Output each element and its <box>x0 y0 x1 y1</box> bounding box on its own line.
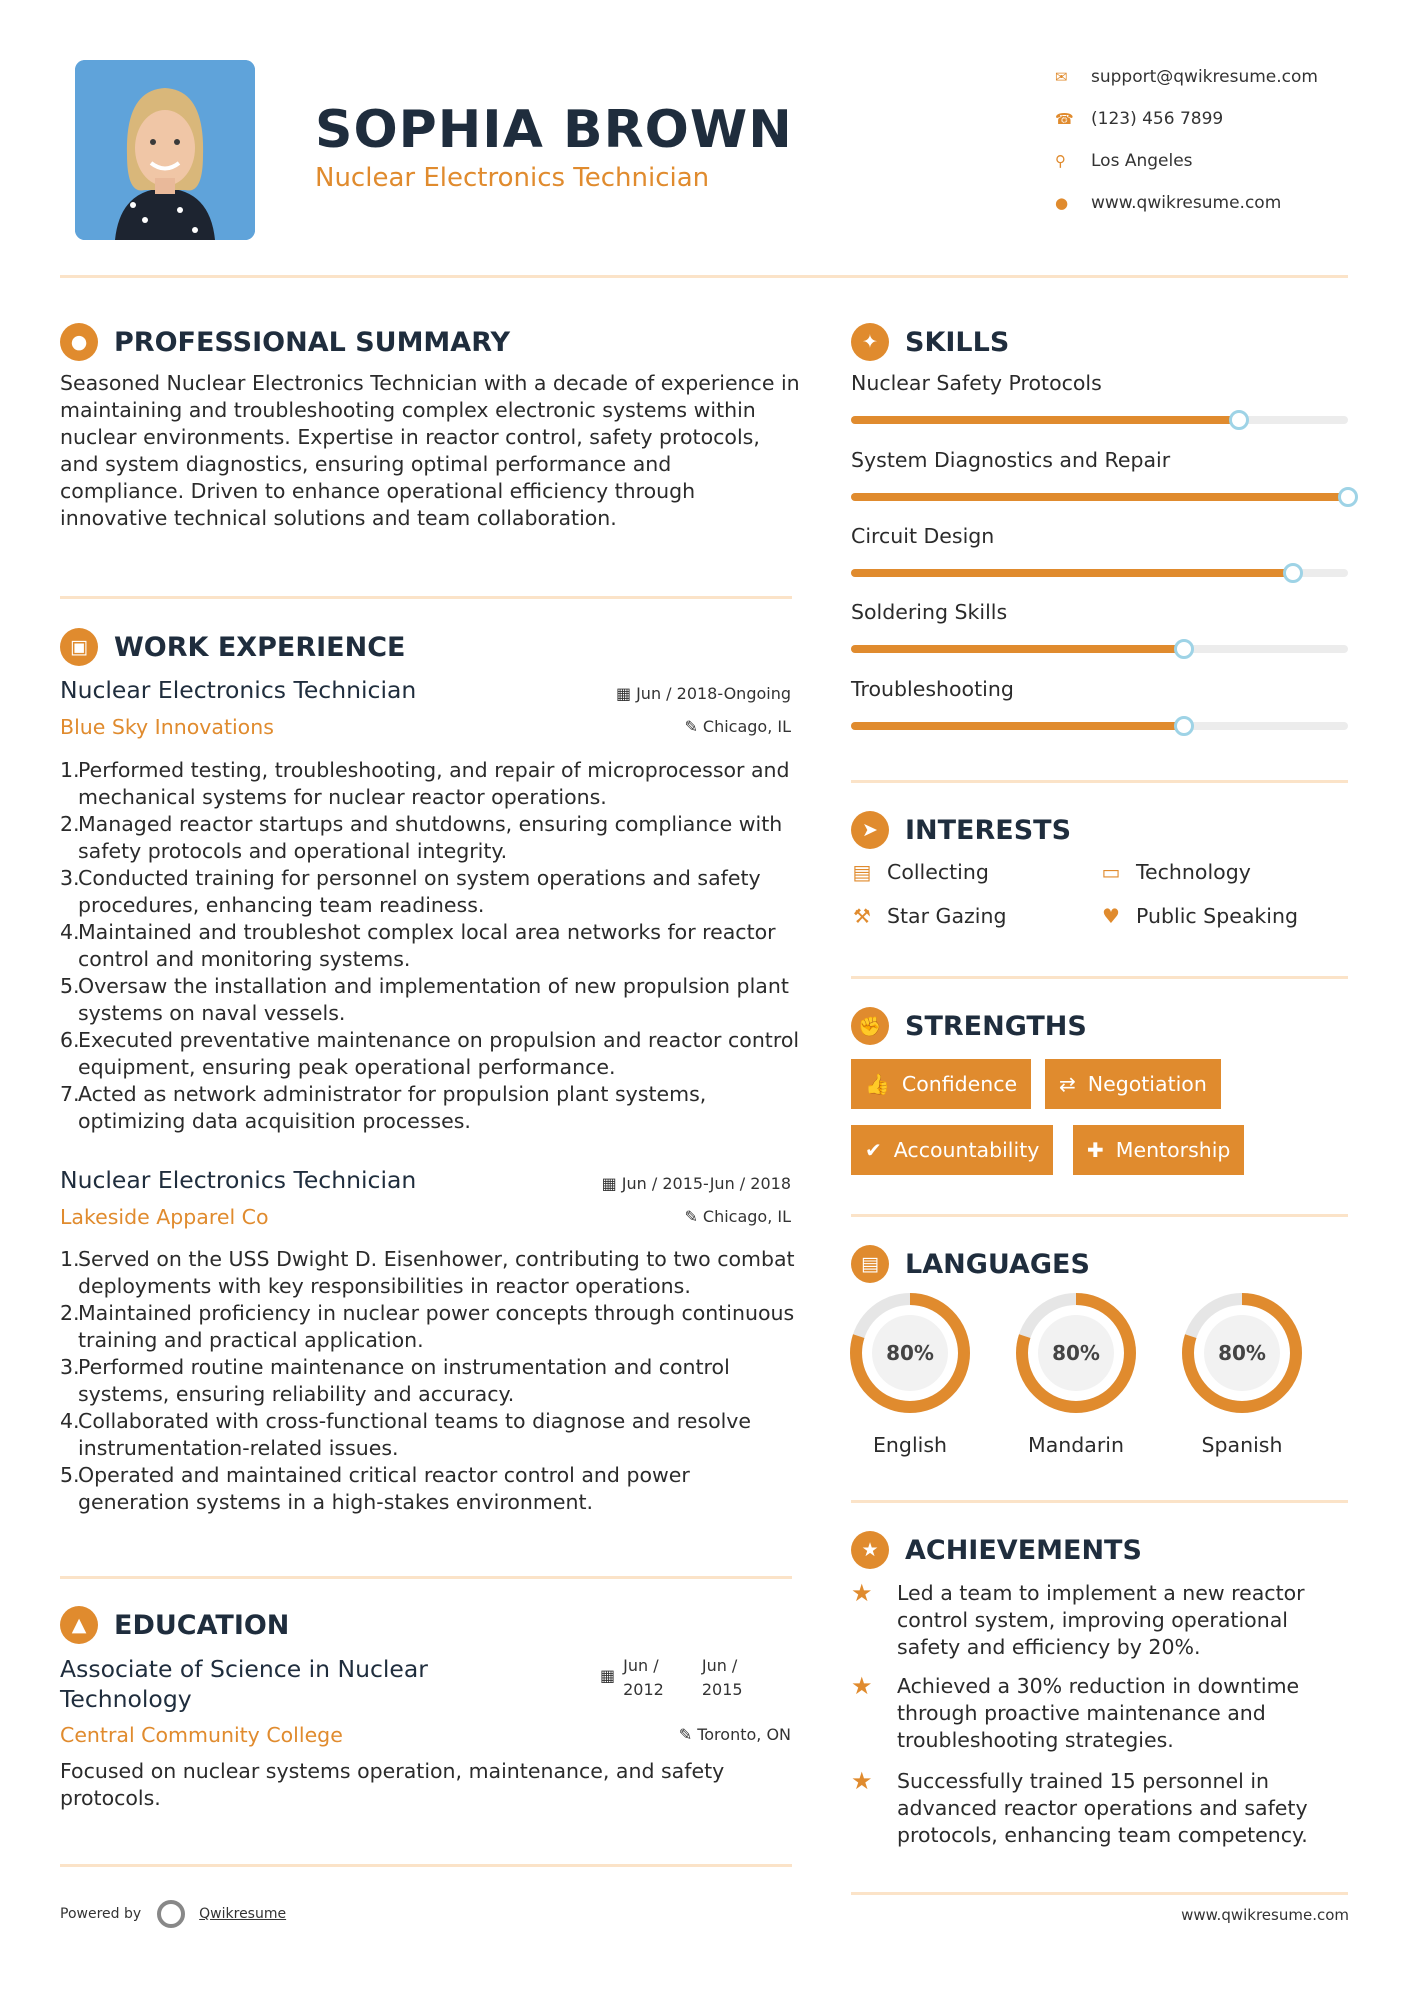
contact-list <box>1055 56 1355 224</box>
education-end <box>702 1654 743 1702</box>
skill-bar <box>851 493 1348 501</box>
list-item: 7. Acted as network administrator for propulsion plant systems, optimizing data acquisition processes. <box>60 1081 800 1135</box>
contact-email-text: support@qwikresume.com <box>1091 67 1318 87</box>
briefcase-icon: ▣ <box>60 628 98 666</box>
summary-title: PROFESSIONAL SUMMARY <box>114 326 511 358</box>
education-title: EDUCATION <box>114 1609 290 1641</box>
contact-location <box>1055 140 1355 182</box>
achievements-title: ACHIEVEMENTS <box>905 1534 1142 1566</box>
list-item: 6. Executed preventative maintenance on propulsion and reactor control equipment, ensuring peak operational performance. <box>60 1028 800 1079</box>
strength-tag <box>1073 1125 1244 1175</box>
footer-powered-by <box>60 1900 286 1928</box>
laptop-icon: ▭ <box>1101 860 1121 884</box>
bullet-text: Collaborated with cross-functional teams to diagnose and resolve instrumentation-related issues. <box>78 1409 752 1460</box>
experience-title: WORK EXPERIENCE <box>114 631 406 663</box>
powered-by-text: Powered by <box>60 1906 142 1922</box>
list-item: 1. Served on the USS Dwight D. Eisenhower, contributing to two combat deployments with key responsibilities in reactor operations. <box>60 1246 800 1300</box>
bullet-text: Performed routine maintenance on instrumentation and control systems, ensuring reliability and accuracy. <box>78 1355 730 1406</box>
degree-line-1: Associate of Science in Nuclear <box>60 1655 428 1683</box>
language-label: Mandarin <box>1028 1433 1124 1457</box>
footer-website[interactable]: www.qwikresume.com <box>1181 1906 1349 1924</box>
contact-location-text: Los Angeles <box>1091 151 1193 171</box>
star-icon: ★ <box>851 1672 873 1700</box>
job-1-location-text: Chicago, IL <box>702 717 791 736</box>
globe-icon: ● <box>1055 194 1069 212</box>
id-card-icon: ▤ <box>851 1245 889 1283</box>
heartbeat-icon: ♥ <box>1102 904 1120 928</box>
achievements-heading <box>851 1531 1142 1569</box>
degree-line-2: Technology <box>60 1685 192 1713</box>
job-2-dates-text: Jun / 2015-Jun / 2018 <box>621 1174 791 1193</box>
calendar-icon: ▦ <box>601 1174 617 1193</box>
skill-bar-knob <box>1174 716 1194 736</box>
calendar-icon: ▦ <box>600 1666 616 1685</box>
experience-divider <box>60 1576 792 1579</box>
strengths-title: STRENGTHS <box>905 1010 1087 1042</box>
bullet-text: Maintained and troubleshot complex local area networks for reactor control and monitoring systems. <box>78 920 776 971</box>
strengths-divider <box>851 1214 1348 1217</box>
language-percent: 80% <box>1218 1341 1266 1365</box>
strengths-heading <box>851 1007 1087 1045</box>
education-end-year: 2015 <box>701 1680 743 1699</box>
job-1-title: Nuclear Electronics Technician <box>60 676 417 704</box>
list-item: 5. Operated and maintained critical reactor control and power generation systems in a high-stakes environment. <box>60 1462 800 1516</box>
skill-label: Circuit Design <box>851 524 995 548</box>
contact-phone[interactable] <box>1055 98 1355 140</box>
education-end-month: Jun / <box>701 1656 738 1675</box>
bullet-text: Conducted training for personnel on system operations and safety procedures, enhancing team readiness. <box>78 866 761 917</box>
user-icon: ● <box>60 323 98 361</box>
skills-heading <box>851 323 1009 361</box>
skill-bar <box>851 722 1348 730</box>
interests-divider <box>851 976 1348 979</box>
list-item: 3. Performed routine maintenance on instrumentation and control systems, ensuring reliability and accuracy. <box>60 1354 800 1408</box>
map-pin-icon: ⚲ <box>1055 152 1066 170</box>
achievements-divider <box>851 1892 1348 1895</box>
education-divider <box>60 1864 792 1867</box>
list-item: 4. Maintained and troubleshot complex local area networks for reactor control and monitoring systems. <box>60 919 800 973</box>
education-start-month: Jun / <box>623 1656 659 1675</box>
achievement-item <box>851 1768 1348 1849</box>
lightbulb-icon: ✦ <box>851 323 889 361</box>
bullet-text: Acted as network administrator for propulsion plant systems, optimizing data acquisition processes. <box>78 1082 707 1133</box>
candidate-role: Nuclear Electronics Technician <box>315 163 710 193</box>
interest-item <box>851 860 989 884</box>
language-item <box>1014 1291 1138 1457</box>
education-heading <box>60 1606 289 1644</box>
archive-box-icon: ▤ <box>852 860 872 884</box>
job-1-company: Blue Sky Innovations <box>60 715 274 739</box>
skill-label: Troubleshooting <box>851 677 1014 701</box>
bullet-text: Served on the USS Dwight D. Eisenhower, contributing to two combat deployments with key responsibilities in reactor operations. <box>78 1247 795 1298</box>
job-2-dates <box>602 1174 791 1193</box>
interest-item <box>1100 860 1251 884</box>
calendar-icon: ▦ <box>615 684 632 703</box>
language-item <box>1180 1291 1304 1457</box>
bullet-text: Executed preventative maintenance on propulsion and reactor control equipment, ensuring peak operational performance. <box>78 1028 800 1079</box>
education-dates <box>600 1654 743 1702</box>
language-label: English <box>872 1433 948 1457</box>
skill-bar-knob <box>1229 410 1249 430</box>
skill-label: Soldering Skills <box>851 600 1008 624</box>
strength-tag <box>851 1125 1053 1175</box>
skill-label: Nuclear Safety Protocols <box>851 371 1102 395</box>
gavel-icon: ⚒ <box>853 904 871 928</box>
language-label: Spanish <box>1201 1433 1283 1457</box>
skill-bar-fill <box>851 569 1293 577</box>
achievement-text: Successfully trained 15 personnel in advanced reactor operations and safety protocols, enhancing team competency. <box>897 1769 1308 1847</box>
summary-divider <box>60 596 792 599</box>
skill-bar-fill <box>851 722 1184 730</box>
language-item <box>848 1291 972 1457</box>
list-item: 1. Performed testing, troubleshooting, and repair of microprocessor and mechanical systems for nuclear reactor operations. <box>60 757 800 811</box>
skills-title: SKILLS <box>905 326 1010 358</box>
strength-label: Confidence <box>901 1072 1018 1096</box>
job-1-dates-text: Jun / 2018-Ongoing <box>636 684 791 703</box>
interests-title: INTERESTS <box>905 814 1072 846</box>
language-percent: 80% <box>886 1341 934 1365</box>
achievement-item <box>851 1673 1348 1754</box>
job-1-location <box>684 717 791 736</box>
contact-website-text: www.qwikresume.com <box>1091 193 1282 213</box>
list-item: 2. Managed reactor startups and shutdowns, ensuring compliance with safety protocols and operational integrity. <box>60 811 800 865</box>
summary-heading <box>60 323 510 361</box>
bullet-text: Maintained proficiency in nuclear power concepts through continuous training and practical application. <box>78 1301 795 1352</box>
skills-divider <box>851 780 1348 783</box>
graduation-icon: ▲ <box>60 1606 98 1644</box>
strength-label: Mentorship <box>1115 1138 1231 1162</box>
contact-website[interactable] <box>1055 182 1355 224</box>
header-divider <box>60 275 1348 278</box>
skill-bar-fill <box>851 416 1239 424</box>
languages-heading <box>851 1245 1090 1283</box>
thumbs-up-icon: 👍 <box>865 1072 890 1096</box>
education-degree <box>60 1654 428 1714</box>
education-start-year: 2012 <box>623 1680 664 1699</box>
check-circle-icon: ✔ <box>865 1138 882 1162</box>
interest-label: Technology <box>1136 860 1251 884</box>
candidate-name: SOPHIA BROWN <box>315 100 793 160</box>
education-start <box>623 1654 664 1702</box>
list-item: 5. Oversaw the installation and implementation of new propulsion plant systems on naval vessels. <box>60 973 800 1027</box>
job-2-company: Lakeside Apparel Co <box>60 1205 269 1229</box>
education-location <box>679 1725 791 1744</box>
interest-item <box>1100 904 1298 928</box>
user-plus-icon: ✚ <box>1087 1138 1104 1162</box>
skill-bar-fill <box>851 645 1184 653</box>
star-icon: ★ <box>851 1579 873 1607</box>
bullet-text: Oversaw the installation and implementation of new propulsion plant systems on naval vessels. <box>78 974 789 1025</box>
strength-tag <box>1045 1059 1221 1109</box>
interests-heading <box>851 811 1071 849</box>
job-1-bullets <box>60 757 800 1135</box>
star-badge-icon: ★ <box>851 1531 889 1569</box>
languages-title: LANGUAGES <box>905 1248 1090 1280</box>
job-2-bullets <box>60 1246 800 1516</box>
job-2-location <box>684 1207 791 1226</box>
profile-photo <box>75 60 255 240</box>
job-2-title: Nuclear Electronics Technician <box>60 1166 417 1194</box>
interest-label: Public Speaking <box>1136 904 1298 928</box>
skill-bar <box>851 645 1348 653</box>
achievement-text: Led a team to implement a new reactor control system, improving operational safety and efficiency by 20%. <box>897 1581 1305 1659</box>
interest-item <box>851 904 1006 928</box>
bullet-text: Operated and maintained critical reactor control and power generation systems in a high-stakes environment. <box>78 1463 690 1514</box>
skill-bar <box>851 416 1348 424</box>
pin-icon: ✎ <box>684 1207 698 1226</box>
pin-icon: ✎ <box>678 1725 693 1744</box>
achievement-text: Achieved a 30% reduction in downtime through proactive maintenance and troubleshooting strategies. <box>897 1674 1300 1752</box>
interest-label: Collecting <box>887 860 989 884</box>
contact-phone-text: (123) 456 7899 <box>1091 109 1224 129</box>
skill-bar-knob <box>1283 563 1303 583</box>
paper-plane-icon: ➤ <box>851 811 889 849</box>
skill-label: System Diagnostics and Repair <box>851 448 1171 472</box>
bullet-text: Managed reactor startups and shutdowns, ensuring compliance with safety protocols and operational integrity. <box>78 812 783 863</box>
star-icon: ★ <box>851 1767 873 1795</box>
education-school: Central Community College <box>60 1723 343 1747</box>
strength-label: Accountability <box>893 1138 1040 1162</box>
envelope-icon: ✉ <box>1055 68 1068 86</box>
job-1-dates <box>616 684 791 703</box>
achievement-item <box>851 1580 1348 1661</box>
phone-icon: ☎ <box>1055 110 1074 128</box>
language-percent: 80% <box>1052 1341 1100 1365</box>
experience-heading <box>60 628 405 666</box>
skill-bar <box>851 569 1348 577</box>
education-description: Focused on nuclear systems operation, maintenance, and safety protocols. <box>60 1759 725 1810</box>
handshake-icon: ⇄ <box>1059 1072 1076 1096</box>
interest-label: Star Gazing <box>887 904 1007 928</box>
pin-icon: ✎ <box>684 717 698 736</box>
summary-text: Seasoned Nuclear Electronics Technician with a decade of experience in maintaining and troubleshooting complex electronic systems within nuclear environments. Expertise in reactor control, safety protocols, and system diagnostics, ensuring optimal performance and compliance. Driven to enhance operational efficiency through innovative technical solutions and team collaboration. <box>60 371 800 530</box>
strength-tag <box>851 1059 1031 1109</box>
fist-icon: ✊ <box>851 1007 889 1045</box>
list-item: 4. Collaborated with cross-functional teams to diagnose and resolve instrumentation-related issues. <box>60 1408 800 1462</box>
skill-bar-fill <box>851 493 1348 501</box>
qwikresume-logo-icon <box>157 1900 185 1928</box>
strength-label: Negotiation <box>1087 1072 1207 1096</box>
bullet-text: Performed testing, troubleshooting, and repair of microprocessor and mechanical systems for nuclear reactor operations. <box>78 758 790 809</box>
job-2-location-text: Chicago, IL <box>702 1207 791 1226</box>
skill-bar-knob <box>1338 487 1358 507</box>
contact-email[interactable] <box>1055 56 1355 98</box>
brand-link[interactable]: Qwikresume <box>199 1906 287 1922</box>
list-item: 3. Conducted training for personnel on system operations and safety procedures, enhancing team readiness. <box>60 865 800 919</box>
languages-divider <box>851 1500 1348 1503</box>
list-item: 2. Maintained proficiency in nuclear power concepts through continuous training and practical application. <box>60 1300 800 1354</box>
skill-bar-knob <box>1174 639 1194 659</box>
education-location-text: Toronto, ON <box>697 1725 791 1744</box>
